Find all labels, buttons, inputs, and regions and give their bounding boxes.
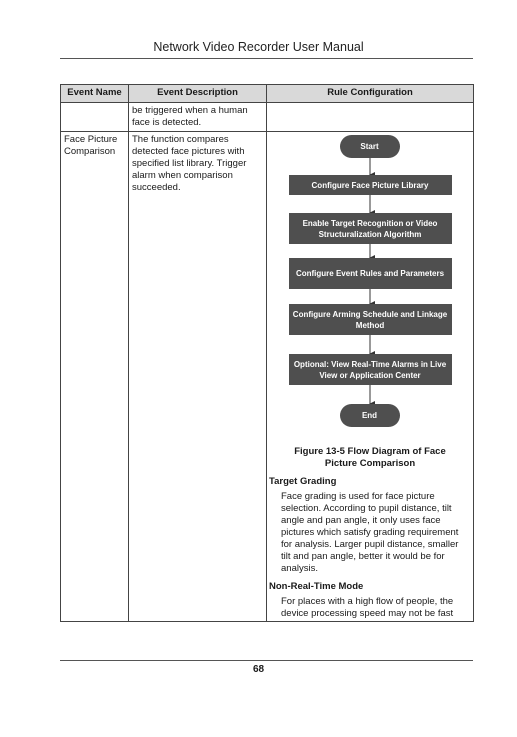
section-text-target-grading: Face grading is used for face picture selection. According to pupil distance, tilt angle and pan angle, it only uses face pictures which satisfy grading requirement for analysis. Larger pupil distance, smaller tilt and pan angle, better it would be for analysis. [281,491,459,574]
flow-step-configure-face-library: Configure Face Picture Library [289,175,452,195]
flow-step-view-alarms: Optional: View Real-Time Alarms in Live View or Application Center [289,354,452,385]
table-row [61,132,474,622]
flow-step-configure-arming-schedule: Configure Arming Schedule and Linkage Method [289,304,452,335]
footer-divider [60,660,473,661]
flow-diagram [268,132,473,442]
table-row [61,103,474,132]
flow-end-node: End [340,404,400,427]
page-header-title: Network Video Recorder User Manual [153,40,364,54]
event-description-cell: The function compares detected face pictures with specified list library. Trigger alarm when comparison succeeded. [129,132,267,622]
flow-step-configure-event-rules: Configure Event Rules and Parameters [289,258,452,289]
event-name-cell: Face Picture Comparison [61,132,129,622]
rule-configuration-cell [267,132,474,622]
column-header-event-name: Event Name [61,85,129,103]
page-number: 68 [252,664,265,675]
section-heading-non-real-time-mode: Non-Real-Time Mode [269,581,364,592]
column-header-rule-configuration: Rule Configuration [267,85,474,103]
header-divider [60,58,473,59]
flow-step-enable-algorithm: Enable Target Recognition or Video Structuralization Algorithm [289,213,452,244]
event-name-cell [61,103,129,132]
section-text-non-real-time-mode: For places with a high flow of people, the device processing speed may not be fast [281,596,454,619]
event-table [60,84,474,622]
table-header-row [61,85,474,103]
section-heading-target-grading: Target Grading [269,476,337,487]
column-header-event-description: Event Description [129,85,267,103]
figure-caption: Figure 13-5 Flow Diagram of Face Picture Comparison [294,446,446,469]
flow-start-node: Start [340,135,400,158]
event-description-cell: be triggered when a human face is detected. [129,103,267,132]
rule-configuration-cell [267,103,474,132]
